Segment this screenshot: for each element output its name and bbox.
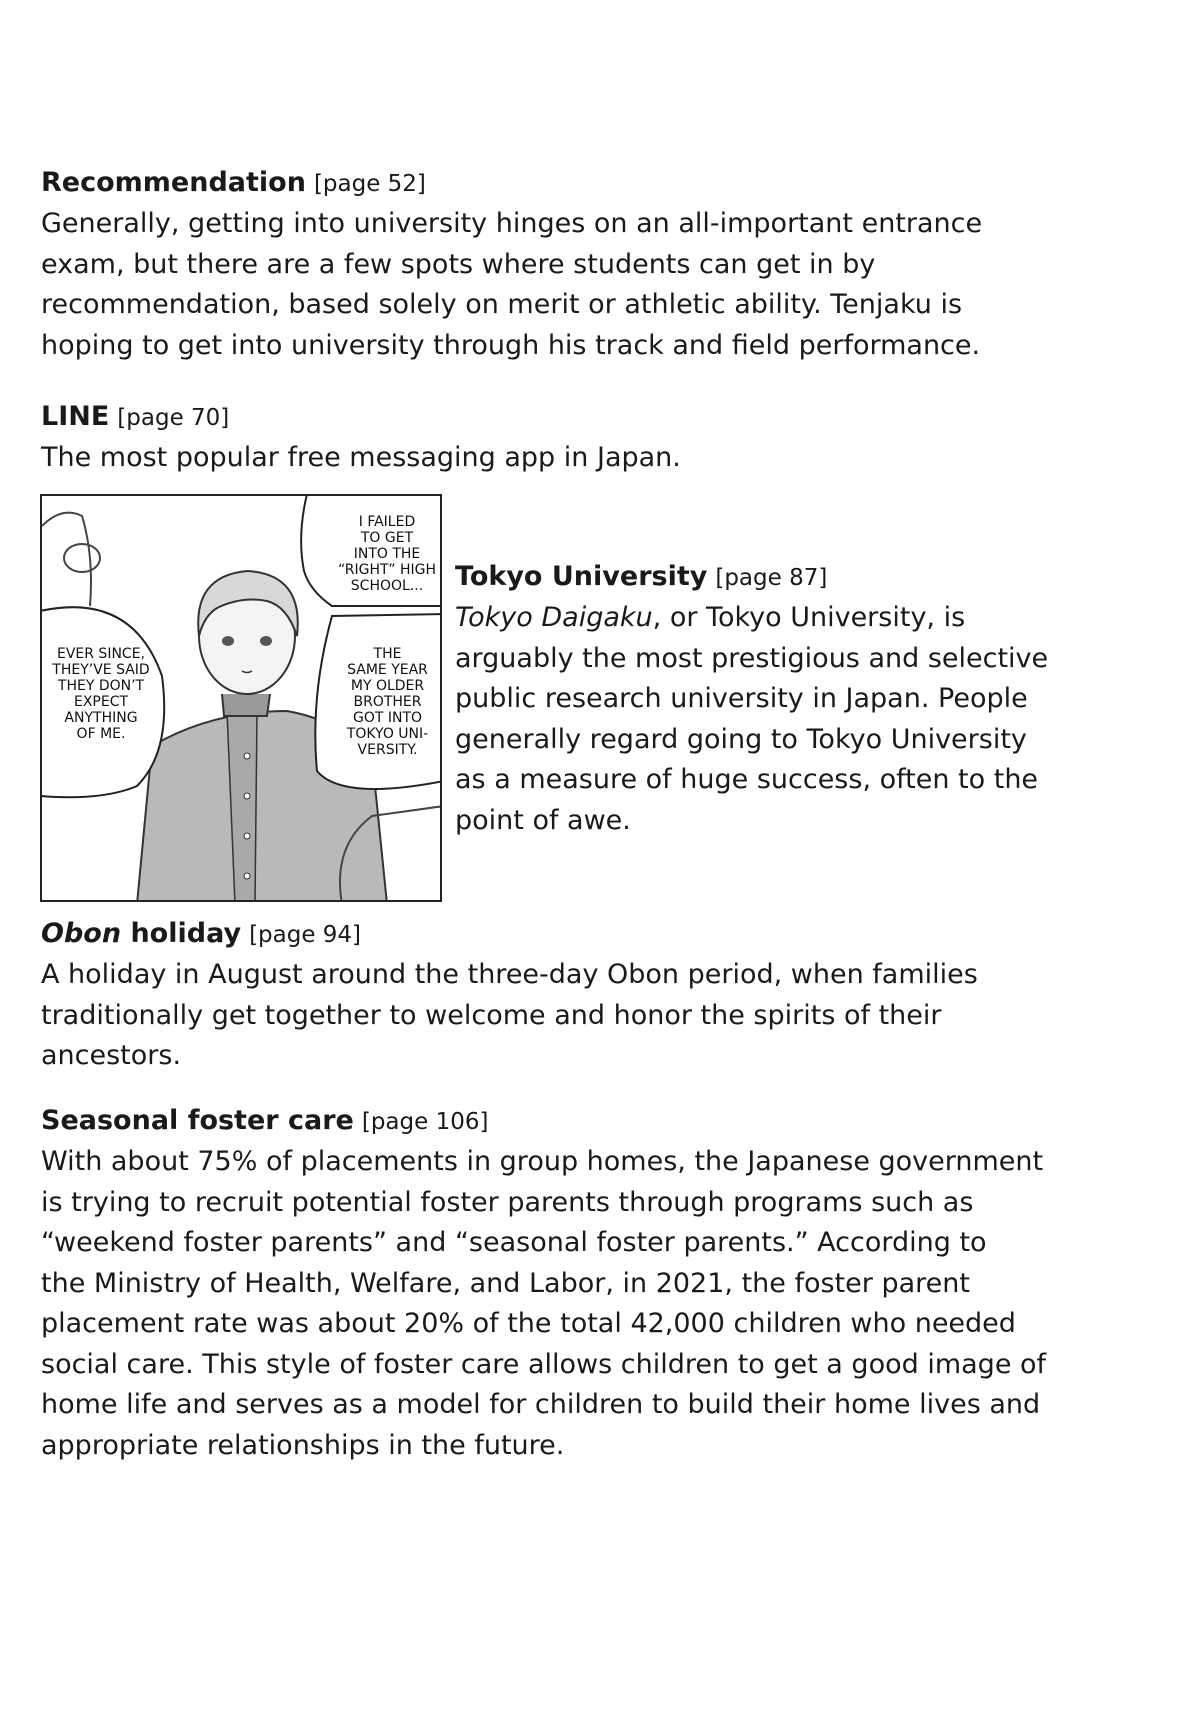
- manga-panel: [40, 494, 442, 902]
- page-reference: [page 52]: [313, 171, 426, 197]
- term-italic: Obon: [41, 918, 122, 949]
- term: Recommendation: [41, 167, 306, 198]
- speech-bubble-top: I FAILED TO GET INTO THE “RIGHT” HIGH SCHOOL...: [337, 514, 437, 594]
- definition-line: traditionally get together to welcome and honor the spirits of their: [41, 999, 942, 1031]
- definition-line: With about 75% of placements in group homes, the Japanese government: [41, 1146, 1044, 1177]
- page-reference: [page 87]: [715, 565, 828, 591]
- definition-line: recommendation, based solely on merit or athletic ability. Tenjaku is: [41, 289, 963, 320]
- definition-line: the Ministry of Health, Welfare, and Labor, in 2021, the foster parent: [41, 1267, 970, 1299]
- entry-heading: [41, 1101, 1161, 1142]
- entry-seasonal-foster-care: [41, 1101, 1161, 1466]
- definition-line: “weekend foster parents” and “seasonal foster parents.” According to: [41, 1227, 987, 1258]
- definition-text: , or Tokyo University, is: [652, 602, 966, 633]
- speech-bubble-right: THE SAME YEAR MY OLDER BROTHER GOT INTO TOKYO UNI- VERSITY.: [346, 646, 429, 758]
- definition-line: home life and serves as a model for children to build their home lives and: [41, 1389, 1041, 1420]
- entry-heading: [41, 163, 1141, 204]
- term: Tokyo University: [455, 561, 708, 592]
- entry-line: [41, 397, 1141, 479]
- definition-line: appropriate relationships in the future.: [41, 1429, 565, 1461]
- definition-line: [455, 598, 1175, 639]
- entry-heading: [455, 557, 1175, 598]
- definition-line: is trying to recruit potential foster parents through programs such as: [41, 1186, 974, 1218]
- definition-line: A holiday in August around the three-day Obon period, when families: [41, 959, 978, 990]
- entry-obon-holiday: [41, 914, 1141, 1077]
- definition-line: The most popular free messaging app in Japan.: [41, 442, 681, 473]
- definition-line: exam, but there are a few spots where students can get in by: [41, 248, 876, 280]
- entry-heading: [41, 397, 1141, 438]
- definition-line: generally regard going to Tokyo University: [455, 723, 1027, 755]
- definition-line: arguably the most prestigious and selective: [455, 642, 1049, 674]
- term: holiday: [121, 918, 242, 949]
- definition-line: placement rate was about 20% of the total 42,000 children who needed: [41, 1308, 1016, 1339]
- definition-line: as a measure of huge success, often to the: [455, 764, 1039, 795]
- page-reference: [page 70]: [117, 405, 230, 431]
- definition-line: public research university in Japan. People: [455, 683, 1028, 714]
- term: LINE: [41, 401, 110, 432]
- glasses-icon: [64, 544, 100, 572]
- definition-line: social care. This style of foster care allows children to get a good image of: [41, 1348, 1047, 1380]
- page-reference: [page 94]: [249, 922, 362, 948]
- term: Seasonal foster care: [41, 1105, 354, 1136]
- definition-line: Generally, getting into university hinges on an all-important entrance: [41, 208, 983, 239]
- entry-tokyo-university: [455, 557, 1175, 841]
- definition-line: ancestors.: [41, 1040, 182, 1071]
- page-reference: [page 106]: [361, 1109, 489, 1135]
- italic-term: Tokyo Daigaku: [455, 602, 653, 633]
- definition-line: point of awe.: [455, 804, 631, 836]
- entry-heading: [41, 914, 1141, 955]
- speech-bubble-left: EVER SINCE, THEY’VE SAID THEY DON’T EXPECT ANYTHING OF ME.: [52, 646, 150, 742]
- definition-line: hoping to get into university through his track and field performance.: [41, 329, 981, 361]
- entry-recommendation: [41, 163, 1141, 366]
